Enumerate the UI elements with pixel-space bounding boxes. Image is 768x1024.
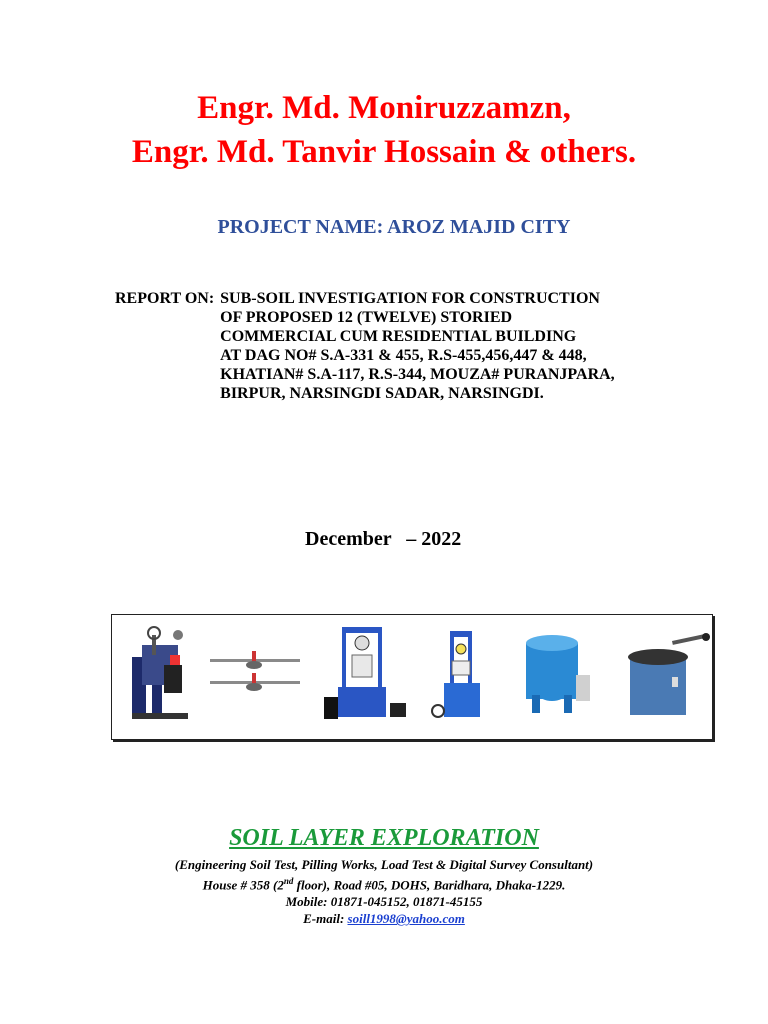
engineers-line-2: Engr. Md. Tanvir Hossain & others.: [131, 134, 637, 170]
company-mobile: Mobile: 01871-045152, 01871-45155: [285, 894, 483, 910]
email-label: E-mail:: [303, 911, 348, 927]
company-services: (Engineering Soil Test, Pilling Works, Load Test & Digital Survey Consultant): [174, 857, 594, 872]
cbr-test-machine-image: [432, 631, 480, 717]
triaxial-load-frame-image: [324, 627, 406, 719]
email-link[interactable]: soill1998@yahoo.com: [347, 911, 465, 927]
company-name: SOIL LAYER EXPLORATION: [229, 825, 539, 851]
address-sup: nd: [283, 876, 294, 886]
report-line: OF PROPOSED 12 (TWELVE) STORIED: [220, 309, 513, 326]
report-line: KHATIAN# S.A-117, R.S-344, MOUZA# PURANJPARA,: [220, 366, 615, 383]
report-line: SUB-SOIL INVESTIGATION FOR CONSTRUCTION: [220, 290, 600, 307]
consolidation-beam-image: [210, 651, 300, 691]
report-line: COMMERCIAL CUM RESIDENTIAL BUILDING: [220, 328, 577, 345]
company-address: [0, 873, 768, 893]
engineers-line-1: Engr. Md. Moniruzzamzn,: [197, 90, 571, 126]
report-line: AT DAG NO# S.A-331 & 455, R.S-455,456,447 & 448,: [220, 347, 587, 364]
project-name: PROJECT NAME: AROZ MAJID CITY: [217, 216, 571, 238]
report-block: [115, 289, 615, 403]
liquid-limit-device-image: [628, 633, 710, 715]
report-label: REPORT ON:: [115, 290, 215, 307]
address-post: floor), Road #05, DOHS, Baridhara, Dhaka-1229.: [293, 877, 566, 893]
equipment-image-strip: [111, 614, 713, 740]
equipment-illustrations: [112, 615, 712, 739]
report-line: BIRPUR, NARSINGDI SADAR, NARSINGDI.: [220, 385, 544, 402]
report-date: December – 2022: [305, 528, 462, 550]
los-angeles-abrasion-image: [526, 635, 590, 713]
address-pre: House # 358 (2: [202, 877, 284, 893]
direct-shear-machine-image: [132, 627, 188, 719]
engineers-heading: [0, 86, 768, 174]
company-contact: [0, 856, 768, 927]
company-email-line: [0, 910, 768, 927]
report-lines: [214, 289, 615, 403]
